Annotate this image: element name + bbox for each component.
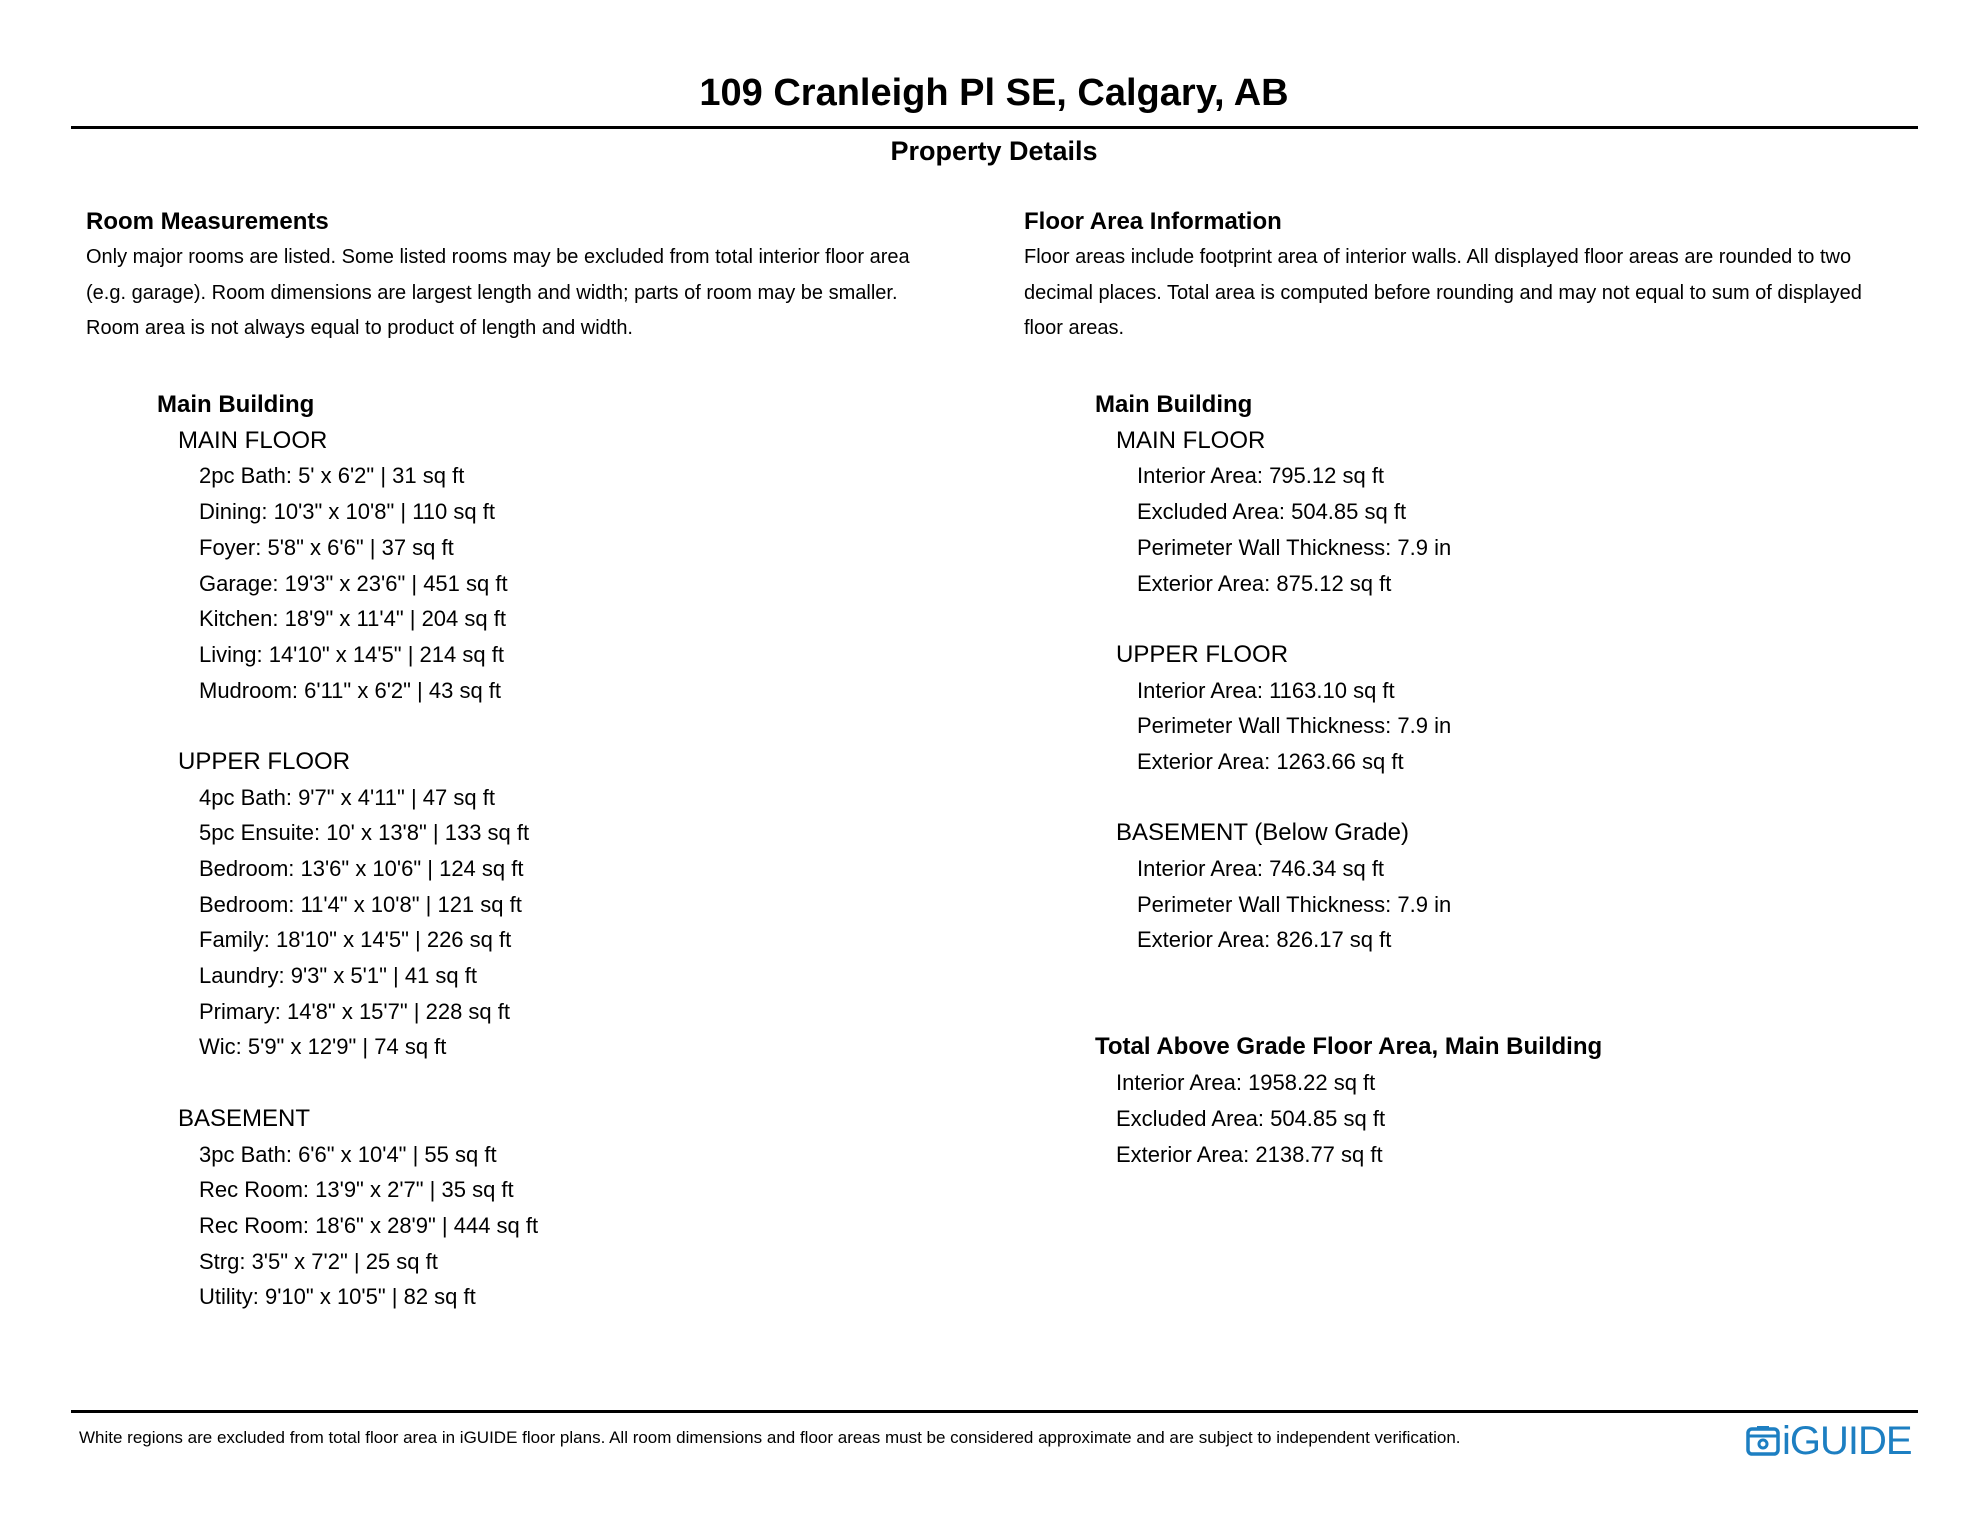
spacer bbox=[86, 1065, 986, 1101]
iguide-logo bbox=[1746, 1420, 1912, 1462]
total-area-item: Exterior Area: 2138.77 sq ft bbox=[1116, 1141, 1383, 1167]
description-line: Only major rooms are listed. Some listed rooms may be excluded from total interior floor area bbox=[86, 246, 910, 268]
area-item: Exterior Area: 826.17 sq ft bbox=[1137, 927, 1392, 953]
floor-heading-main: MAIN FLOOR bbox=[178, 426, 328, 454]
room-item: 4pc Bath: 9'7" x 4'11" | 47 sq ft bbox=[199, 784, 495, 810]
footer-divider bbox=[71, 1410, 1918, 1413]
total-area-heading: Total Above Grade Floor Area, Main Building bbox=[1095, 1033, 1603, 1061]
total-area-item: Interior Area: 1958.22 sq ft bbox=[1116, 1070, 1376, 1096]
floor-area-section bbox=[1024, 204, 1929, 1172]
room-measurements-description bbox=[86, 240, 986, 347]
floor-heading-basement: BASEMENT (Below Grade) bbox=[1116, 819, 1409, 847]
spacer bbox=[1024, 601, 1929, 637]
page-title: 109 Cranleigh Pl SE, Calgary, AB bbox=[699, 72, 1289, 114]
room-measurements-heading: Room Measurements bbox=[86, 208, 329, 235]
header-divider bbox=[71, 126, 1918, 129]
room-item: Rec Room: 13'9" x 2'7" | 35 sq ft bbox=[199, 1177, 514, 1203]
floor-area-heading: Floor Area Information bbox=[1024, 208, 1282, 235]
description-line: Floor areas include footprint area of interior walls. All displayed floor areas are rounded to two bbox=[1024, 246, 1852, 268]
iguide-logo-text: iGUIDE bbox=[1782, 1419, 1912, 1463]
room-item: 3pc Bath: 6'6" x 10'4" | 55 sq ft bbox=[199, 1141, 497, 1167]
description-line: floor areas. bbox=[1024, 317, 1125, 340]
room-item: Primary: 14'8" x 15'7" | 228 sq ft bbox=[199, 998, 510, 1024]
area-item: Interior Area: 746.34 sq ft bbox=[1137, 856, 1385, 881]
floor-heading-basement: BASEMENT bbox=[178, 1104, 311, 1132]
room-list bbox=[86, 387, 986, 1315]
room-item: 5pc Ensuite: 10' x 13'8" | 133 sq ft bbox=[199, 820, 530, 846]
page-subtitle: Property Details bbox=[890, 136, 1098, 166]
floor-heading-main: MAIN FLOOR bbox=[1116, 426, 1266, 454]
room-item: Strg: 3'5" x 7'2" | 25 sq ft bbox=[199, 1248, 438, 1274]
spacer bbox=[1024, 780, 1929, 816]
room-item: Mudroom: 6'11" x 6'2" | 43 sq ft bbox=[199, 677, 502, 703]
spacer bbox=[1024, 958, 1929, 1029]
area-item: Perimeter Wall Thickness: 7.9 in bbox=[1137, 891, 1452, 917]
area-item: Interior Area: 1163.10 sq ft bbox=[1137, 677, 1395, 703]
area-item: Perimeter Wall Thickness: 7.9 in bbox=[1137, 534, 1452, 560]
room-item: Wic: 5'9" x 12'9" | 74 sq ft bbox=[199, 1034, 447, 1060]
building-heading: Main Building bbox=[1095, 391, 1253, 419]
room-measurements-section bbox=[86, 204, 986, 1315]
room-item: Bedroom: 13'6" x 10'6" | 124 sq ft bbox=[199, 856, 524, 881]
room-item: Living: 14'10" x 14'5" | 214 sq ft bbox=[199, 641, 504, 667]
floor-area-list bbox=[1024, 387, 1929, 1172]
room-item: Kitchen: 18'9" x 11'4" | 204 sq ft bbox=[199, 606, 506, 632]
floor-heading-upper: UPPER FLOOR bbox=[1116, 640, 1289, 668]
spacer bbox=[86, 708, 986, 744]
room-item: Rec Room: 18'6" x 28'9" | 444 sq ft bbox=[199, 1212, 539, 1238]
iguide-camera-icon bbox=[1746, 1424, 1780, 1458]
description-line: decimal places. Total area is computed before rounding and may not equal to sum of displayed bbox=[1024, 281, 1862, 304]
footer-disclaimer: White regions are excluded from total floor area in iGUIDE floor plans. All room dimensions and floor areas must be considered approximate and are subject to independent verification. bbox=[79, 1428, 1461, 1447]
area-item: Perimeter Wall Thickness: 7.9 in bbox=[1137, 713, 1452, 739]
room-item: Garage: 19'3" x 23'6" | 451 sq ft bbox=[199, 570, 508, 596]
room-item: Utility: 9'10" x 10'5" | 82 sq ft bbox=[199, 1284, 476, 1310]
room-item: 2pc Bath: 5' x 6'2" | 31 sq ft bbox=[199, 463, 465, 489]
description-line: Room area is not always equal to product of length and width. bbox=[86, 317, 633, 340]
area-item: Exterior Area: 875.12 sq ft bbox=[1137, 570, 1392, 596]
room-item: Family: 18'10" x 14'5" | 226 sq ft bbox=[199, 927, 512, 953]
floor-heading-upper: UPPER FLOOR bbox=[178, 747, 351, 775]
area-item: Excluded Area: 504.85 sq ft bbox=[1137, 499, 1407, 525]
room-item: Dining: 10'3" x 10'8" | 110 sq ft bbox=[199, 499, 495, 525]
room-item: Laundry: 9'3" x 5'1" | 41 sq ft bbox=[199, 963, 478, 989]
room-item: Foyer: 5'8" x 6'6" | 37 sq ft bbox=[199, 534, 454, 560]
floor-area-description bbox=[1024, 240, 1929, 347]
area-item: Interior Area: 795.12 sq ft bbox=[1137, 463, 1385, 489]
description-line: (e.g. garage). Room dimensions are largest length and width; parts of room may be smaller. bbox=[86, 281, 898, 304]
area-item: Exterior Area: 1263.66 sq ft bbox=[1137, 748, 1404, 774]
room-item: Bedroom: 11'4" x 10'8" | 121 sq ft bbox=[199, 891, 522, 917]
total-area-item: Excluded Area: 504.85 sq ft bbox=[1116, 1105, 1386, 1131]
building-heading: Main Building bbox=[157, 391, 315, 419]
